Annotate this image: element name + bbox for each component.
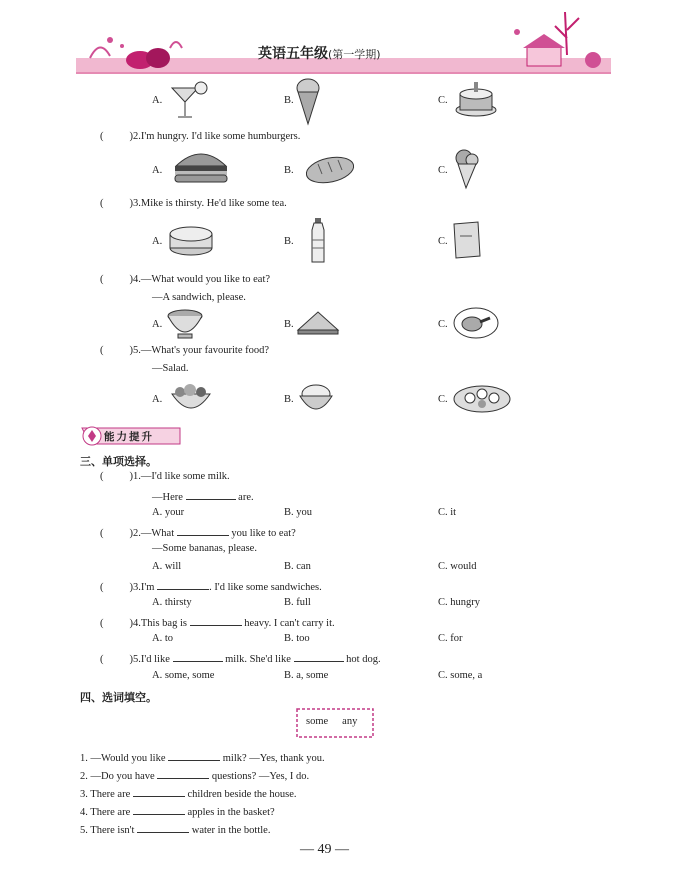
q2-option-c-label: C. bbox=[438, 165, 448, 176]
answer-blank[interactable] bbox=[137, 822, 189, 833]
dinner-plate-icon bbox=[452, 384, 512, 414]
answer-blank[interactable] bbox=[190, 615, 242, 626]
noodle-bowl-icon bbox=[166, 308, 204, 340]
hamburger-icon bbox=[172, 148, 230, 186]
question-3: ( )3.Mike is thirsty. He'd like some tea. bbox=[100, 198, 287, 209]
s3-q3-option-a: A. thirsty bbox=[152, 597, 192, 608]
word-box: some any bbox=[306, 716, 358, 727]
q3-option-a-label: A. bbox=[152, 236, 163, 247]
q4-option-c-label: C. bbox=[438, 319, 448, 330]
header-title: 英语五年级(第一学期) bbox=[258, 46, 381, 62]
answer-blank[interactable] bbox=[133, 786, 185, 797]
s4-line-5: 5. There isn't water in the bottle. bbox=[80, 822, 270, 836]
page-number: — 49 — bbox=[300, 842, 349, 857]
q1-option-c-label: C. bbox=[438, 95, 448, 106]
q4-option-b-label: B. bbox=[284, 319, 294, 330]
s3-q5-option-a: A. some, some bbox=[152, 670, 215, 681]
answer-blank[interactable] bbox=[157, 768, 209, 779]
answer-blank[interactable] bbox=[173, 651, 223, 662]
question-2: ( )2.I'm hungry. I'd like some humburgers. bbox=[100, 131, 301, 142]
question-4-line2: —A sandwich, please. bbox=[152, 292, 246, 303]
s3-q5-option-b: B. a, some bbox=[284, 670, 329, 681]
cocktail-glass-icon bbox=[168, 80, 210, 122]
water-bottle-icon bbox=[310, 218, 326, 264]
s3-q2-option-b: B. can bbox=[284, 561, 311, 572]
q5-option-b-label: B. bbox=[284, 394, 294, 405]
q3-option-c-label: C. bbox=[438, 236, 448, 247]
question-4: ( )4.—What would you like to eat? bbox=[100, 274, 271, 285]
s4-line-4: 4. There are apples in the basket? bbox=[80, 804, 275, 818]
tea-bag-icon bbox=[450, 220, 484, 260]
answer-blank[interactable] bbox=[177, 525, 229, 536]
bread-loaf-icon bbox=[304, 154, 358, 186]
s3-question-4: ( )4.This bag is heavy. I can't carry it. bbox=[100, 615, 335, 629]
section-4-title: 四、选词填空。 bbox=[80, 691, 157, 704]
s3-question-3: ( )3.I'm . I'd like some sandwiches. bbox=[100, 579, 322, 593]
s3-question-1-line2: —Here are. bbox=[152, 489, 254, 503]
q1-option-b-label: B. bbox=[284, 95, 294, 106]
answer-blank[interactable] bbox=[294, 651, 344, 662]
s3-q1-option-b: B. you bbox=[284, 507, 313, 518]
s3-q3-option-c: C. hungry bbox=[438, 597, 480, 608]
s4-line-1: 1. —Would you like milk? —Yes, thank you. bbox=[80, 750, 325, 764]
s3-question-1: ( )1.—I'd like some milk. bbox=[100, 471, 230, 482]
ice-cream-cone-icon bbox=[294, 78, 324, 128]
q3-option-b-label: B. bbox=[284, 236, 294, 247]
s3-q4-option-a: A. to bbox=[152, 633, 173, 644]
s3-q2-option-a: A. will bbox=[152, 561, 182, 572]
s3-q1-option-a: A. your bbox=[152, 507, 185, 518]
answer-blank[interactable] bbox=[157, 579, 209, 590]
header-right-house-icon bbox=[505, 10, 615, 70]
q4-option-a-label: A. bbox=[152, 319, 163, 330]
s3-question-5: ( )5.I'd like milk. She'd like hot dog. bbox=[100, 651, 381, 665]
q5-option-a-label: A. bbox=[152, 394, 163, 405]
salad-bowl-icon bbox=[170, 382, 212, 414]
s3-q5-option-c: C. some, a bbox=[438, 670, 483, 681]
s4-line-3: 3. There are children beside the house. bbox=[80, 786, 297, 800]
q1-option-a-label: A. bbox=[152, 95, 163, 106]
s3-question-2: ( )2.—What you like to eat? bbox=[100, 525, 296, 539]
question-5-line2: —Salad. bbox=[152, 363, 189, 374]
cake-icon bbox=[454, 80, 498, 120]
chicken-leg-icon bbox=[452, 306, 500, 340]
s3-q3-option-b: B. full bbox=[284, 597, 311, 608]
q2-option-a-label: A. bbox=[152, 165, 163, 176]
q5-option-c-label: C. bbox=[438, 394, 448, 405]
answer-blank[interactable] bbox=[168, 750, 220, 761]
answer-blank[interactable] bbox=[133, 804, 185, 815]
header-band-line bbox=[76, 72, 611, 74]
rice-bowl-icon bbox=[298, 382, 334, 416]
round-cake-icon bbox=[168, 222, 214, 258]
s3-q4-option-c: C. for bbox=[438, 633, 463, 644]
answer-blank[interactable] bbox=[186, 489, 236, 500]
ability-badge-label: 能力提升 bbox=[104, 431, 154, 443]
header-left-decoration-icon bbox=[80, 28, 190, 72]
question-5: ( )5.—What's your favourite food? bbox=[100, 345, 270, 356]
ice-cream-icon bbox=[452, 148, 482, 190]
s3-q4-option-b: B. too bbox=[284, 633, 310, 644]
sandwich-icon bbox=[296, 310, 340, 336]
s3-q2-option-c: C. would bbox=[438, 561, 477, 572]
s4-line-2: 2. —Do you have questions? —Yes, I do. bbox=[80, 768, 309, 782]
s3-q1-option-c: C. it bbox=[438, 507, 457, 518]
section-3-title: 三、单项选择。 bbox=[80, 455, 157, 468]
q2-option-b-label: B. bbox=[284, 165, 294, 176]
s3-question-2-line2: —Some bananas, please. bbox=[152, 543, 257, 554]
